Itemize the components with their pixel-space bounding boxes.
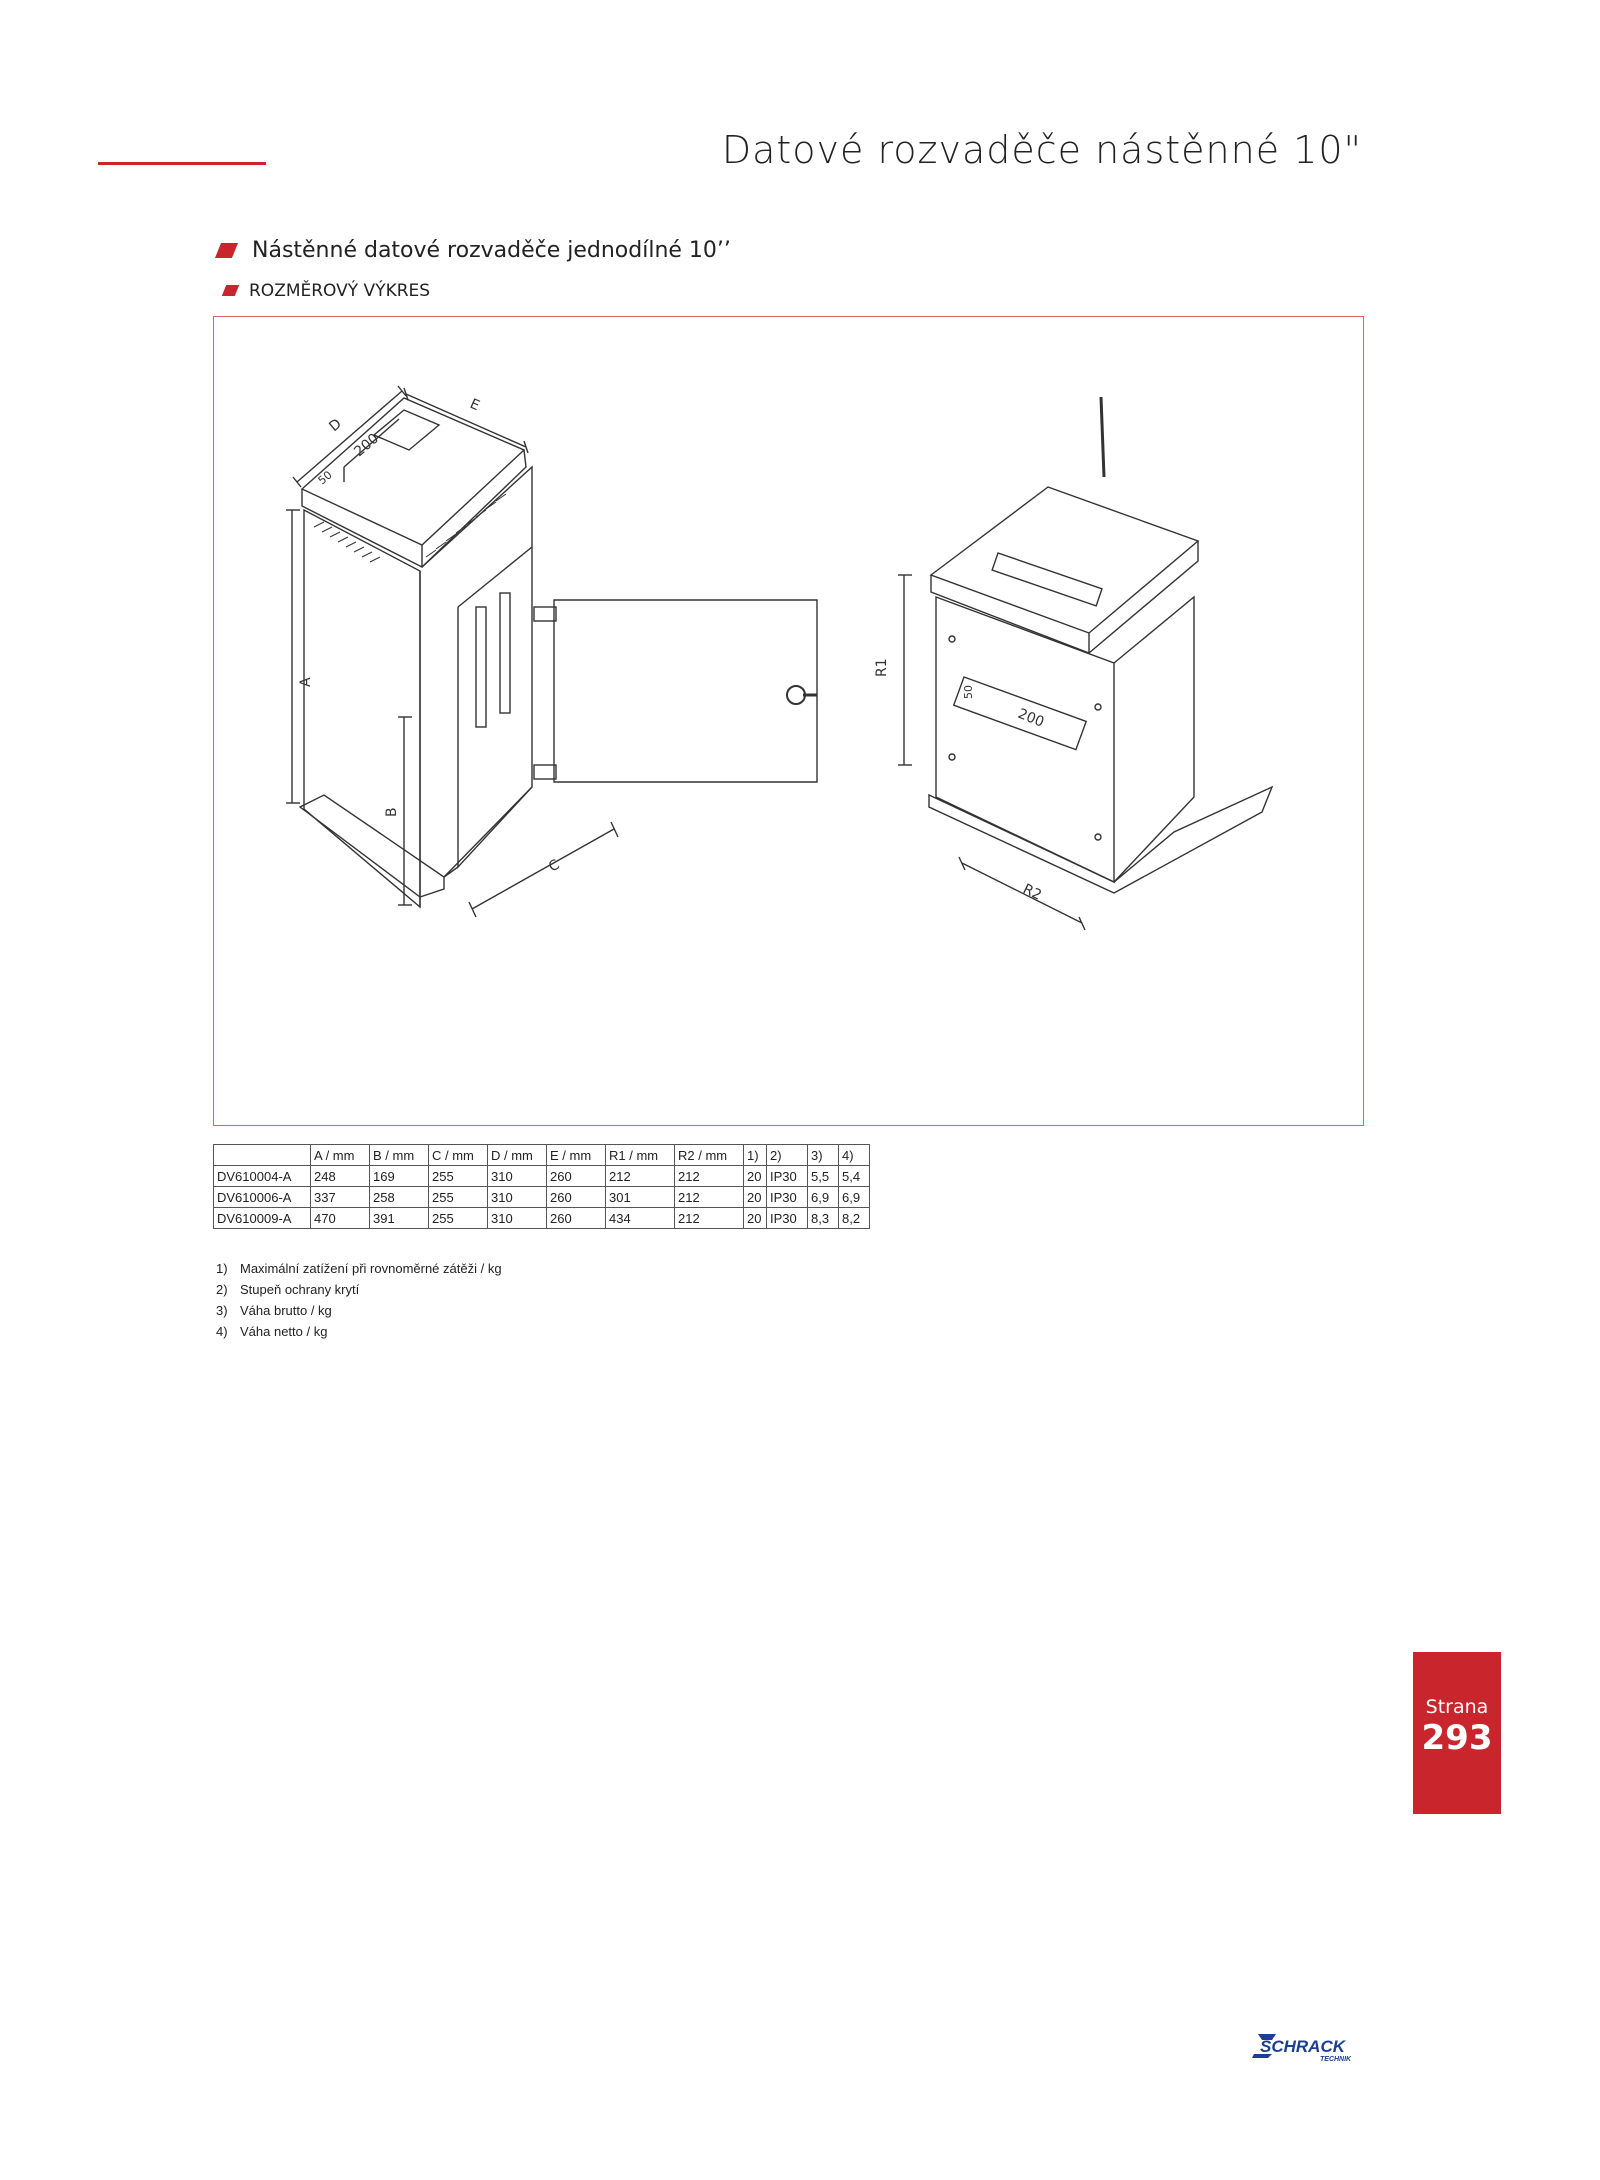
footnotes bbox=[216, 1258, 502, 1342]
footnote-number: 1) bbox=[216, 1261, 228, 1276]
table-cell: IP30 bbox=[767, 1166, 808, 1187]
table-cell: 20 bbox=[744, 1166, 767, 1187]
table-row bbox=[214, 1208, 870, 1229]
dim-label-50-left: 50 bbox=[315, 468, 335, 488]
dim-label-50-right: 50 bbox=[962, 685, 975, 699]
table-cell: 260 bbox=[547, 1166, 606, 1187]
table-header-cell: C / mm bbox=[429, 1145, 488, 1166]
section-title bbox=[214, 238, 731, 263]
page-tab-label: Strana bbox=[1425, 1696, 1489, 1718]
table-cell: 20 bbox=[744, 1208, 767, 1229]
table-cell: 310 bbox=[488, 1166, 547, 1187]
table-cell: 212 bbox=[675, 1208, 744, 1229]
table-cell: 391 bbox=[370, 1208, 429, 1229]
table-cell: 434 bbox=[606, 1208, 675, 1229]
table-cell: IP30 bbox=[767, 1208, 808, 1229]
table-header-row bbox=[214, 1145, 870, 1166]
logo-main-text: SCHRACK bbox=[1260, 2037, 1345, 2056]
dim-label-d: D bbox=[326, 415, 345, 436]
table-cell: 255 bbox=[429, 1208, 488, 1229]
footnote-number: 3) bbox=[216, 1303, 228, 1318]
table-cell: 8,3 bbox=[808, 1208, 839, 1229]
table-header-cell: D / mm bbox=[488, 1145, 547, 1166]
table-cell: 5,5 bbox=[808, 1166, 839, 1187]
section-subtitle-text: ROZMĚROVÝ VÝKRES bbox=[249, 281, 431, 301]
table-cell: 6,9 bbox=[839, 1187, 870, 1208]
dim-label-r1: R1 bbox=[874, 658, 890, 677]
table-cell: 8,2 bbox=[839, 1208, 870, 1229]
table-row bbox=[214, 1166, 870, 1187]
closed-cabinet-drawing bbox=[874, 397, 1272, 930]
page-number-tab bbox=[1413, 1652, 1501, 1814]
table-header-cell: 1) bbox=[744, 1145, 767, 1166]
table-header-cell: 2) bbox=[767, 1145, 808, 1166]
table-header-cell: B / mm bbox=[370, 1145, 429, 1166]
dimensions-table bbox=[213, 1144, 870, 1229]
dim-label-r2: R2 bbox=[1020, 881, 1045, 904]
logo-sub-text: TECHNIK bbox=[1320, 2056, 1352, 2063]
section-title-text: Nástěnné datové rozvaděče jednodílné 10’’ bbox=[252, 238, 731, 263]
table-header-cell: A / mm bbox=[311, 1145, 370, 1166]
dim-label-c: C bbox=[546, 856, 563, 876]
dim-label-200-left: 200 bbox=[351, 430, 383, 461]
table-header-cell: R1 / mm bbox=[606, 1145, 675, 1166]
table-cell: DV610006-A bbox=[214, 1187, 311, 1208]
footnote-item bbox=[216, 1279, 502, 1300]
page-title: Datové rozvaděče nástěnné 10" bbox=[721, 128, 1362, 172]
table-cell: 6,9 bbox=[808, 1187, 839, 1208]
table-header-cell: E / mm bbox=[547, 1145, 606, 1166]
table-row bbox=[214, 1187, 870, 1208]
dim-label-e: E bbox=[467, 396, 482, 415]
footnote-number: 4) bbox=[216, 1324, 228, 1339]
table-cell: 212 bbox=[675, 1166, 744, 1187]
table-cell: 301 bbox=[606, 1187, 675, 1208]
table-header-cell: R2 / mm bbox=[675, 1145, 744, 1166]
table-cell: 310 bbox=[488, 1187, 547, 1208]
dim-label-b: B bbox=[384, 807, 400, 817]
table-cell: 248 bbox=[311, 1166, 370, 1187]
dim-label-200-right: 200 bbox=[1015, 705, 1047, 731]
footnote-text: Váha brutto / kg bbox=[240, 1303, 332, 1318]
table-cell: DV610009-A bbox=[214, 1208, 311, 1229]
table-cell: DV610004-A bbox=[214, 1166, 311, 1187]
table-header-cell: 3) bbox=[808, 1145, 839, 1166]
dimension-drawing bbox=[213, 316, 1364, 1126]
dim-label-a: A bbox=[298, 677, 314, 687]
schrack-logo bbox=[1250, 2028, 1374, 2064]
cabinet-drawing-svg bbox=[214, 317, 1365, 1127]
footnote-item bbox=[216, 1258, 502, 1279]
table-cell: 212 bbox=[675, 1187, 744, 1208]
footnote-item bbox=[216, 1300, 502, 1321]
table-header-cell: 4) bbox=[839, 1145, 870, 1166]
footnote-text: Váha netto / kg bbox=[240, 1324, 328, 1339]
table-cell: 255 bbox=[429, 1187, 488, 1208]
table-cell: 260 bbox=[547, 1208, 606, 1229]
page-number: 293 bbox=[1421, 1718, 1493, 1758]
table-cell: 258 bbox=[370, 1187, 429, 1208]
table-cell: 470 bbox=[311, 1208, 370, 1229]
table-cell: 169 bbox=[370, 1166, 429, 1187]
table-cell: 255 bbox=[429, 1166, 488, 1187]
table-cell: IP30 bbox=[767, 1187, 808, 1208]
table-header-cell bbox=[214, 1145, 311, 1166]
section-subtitle bbox=[221, 281, 430, 301]
header-rule bbox=[98, 162, 266, 165]
table-cell: 260 bbox=[547, 1187, 606, 1208]
table-cell: 337 bbox=[311, 1187, 370, 1208]
footnote-number: 2) bbox=[216, 1282, 228, 1297]
table-cell: 212 bbox=[606, 1166, 675, 1187]
table-cell: 5,4 bbox=[839, 1166, 870, 1187]
footnote-text: Maximální zatížení při rovnoměrné zátěži / kg bbox=[240, 1261, 502, 1276]
table-cell: 20 bbox=[744, 1187, 767, 1208]
footnote-text: Stupeň ochrany krytí bbox=[240, 1282, 360, 1297]
footnote-item bbox=[216, 1321, 502, 1342]
table-cell: 310 bbox=[488, 1208, 547, 1229]
open-cabinet-drawing bbox=[286, 386, 817, 917]
